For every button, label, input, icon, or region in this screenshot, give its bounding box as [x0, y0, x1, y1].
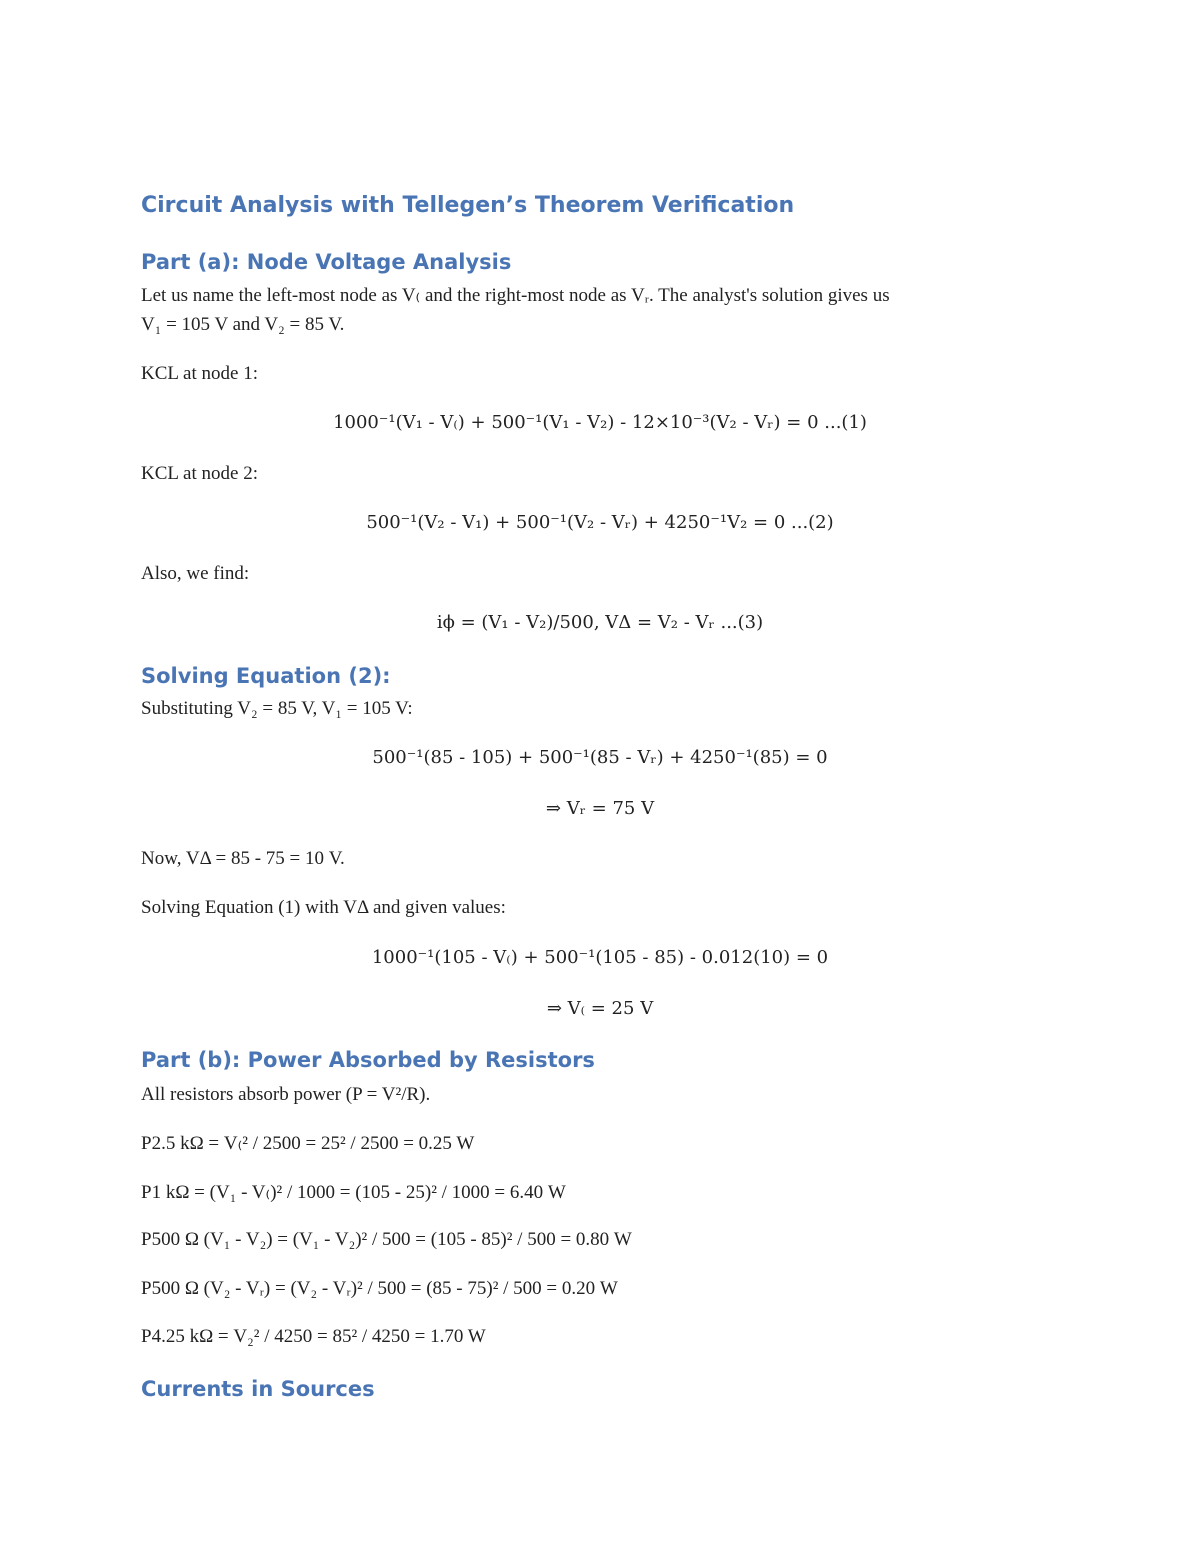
part-b-heading: Part (b): Power Absorbed by Resistors: [141, 1048, 595, 1072]
solving-eq1-text: Solving Equation (1) with VΔ and given values:: [141, 897, 506, 918]
result-vl: ⇒ V₍ = 25 V: [546, 998, 654, 1019]
power-500-v2vr: P500 Ω (V₂ - Vᵣ) = (V₂ - Vᵣ)² / 500 = (85 - 75)² / 500 = 0.20 W: [141, 1278, 618, 1299]
equation-2: 500⁻¹(V₂ - V₁) + 500⁻¹(V₂ - Vᵣ) + 4250⁻¹V₂ = 0 ...(2): [366, 512, 834, 533]
equation-3: iϕ = (V₁ - V₂)/500, VΔ = V₂ - Vᵣ ...(3): [436, 612, 764, 633]
document-title: Circuit Analysis with Tellegen’s Theorem Verification: [141, 193, 795, 218]
power-500-v1v2: P500 Ω (V₁ - V₂) = (V₁ - V₂)² / 500 = (105 - 85)² / 500 = 0.80 W: [141, 1229, 632, 1250]
intro-line-1: Let us name the left-most node as V₍ and the right-most node as Vᵣ. The analyst's solution gives us: [141, 285, 890, 306]
kcl-node1-label: KCL at node 1:: [141, 363, 258, 384]
result-vr: ⇒ Vᵣ = 75 V: [545, 798, 655, 819]
power-4-25k: P4.25 kΩ = V₂² / 4250 = 85² / 4250 = 1.70 W: [141, 1326, 486, 1347]
solving-heading: Solving Equation (2):: [141, 664, 391, 688]
equation-1: 1000⁻¹(V₁ - V₍) + 500⁻¹(V₁ - V₂) - 12×10⁻³(V₂ - Vᵣ) = 0 ...(1): [333, 412, 867, 433]
intro-line-2: V₁ = 105 V and V₂ = 85 V.: [141, 314, 345, 335]
substitution-text: Substituting V₂ = 85 V, V₁ = 105 V:: [141, 698, 413, 719]
part-a-heading: Part (a): Node Voltage Analysis: [141, 250, 512, 274]
currents-heading: Currents in Sources: [141, 1377, 375, 1401]
equation-5: 1000⁻¹(105 - V₍) + 500⁻¹(105 - 85) - 0.012(10) = 0: [371, 947, 829, 968]
also-label: Also, we find:: [141, 563, 250, 584]
now-text: Now, VΔ = 85 - 75 = 10 V.: [141, 848, 345, 869]
equation-4: 500⁻¹(85 - 105) + 500⁻¹(85 - Vᵣ) + 4250⁻¹(85) = 0: [372, 747, 828, 768]
kcl-node2-label: KCL at node 2:: [141, 463, 258, 484]
power-intro: All resistors absorb power (P = V²/R).: [141, 1084, 431, 1105]
power-1k: P1 kΩ = (V₁ - V₍)² / 1000 = (105 - 25)² / 1000 = 6.40 W: [141, 1182, 566, 1203]
power-2-5k: P2.5 kΩ = V₍² / 2500 = 25² / 2500 = 0.25 W: [141, 1133, 475, 1154]
